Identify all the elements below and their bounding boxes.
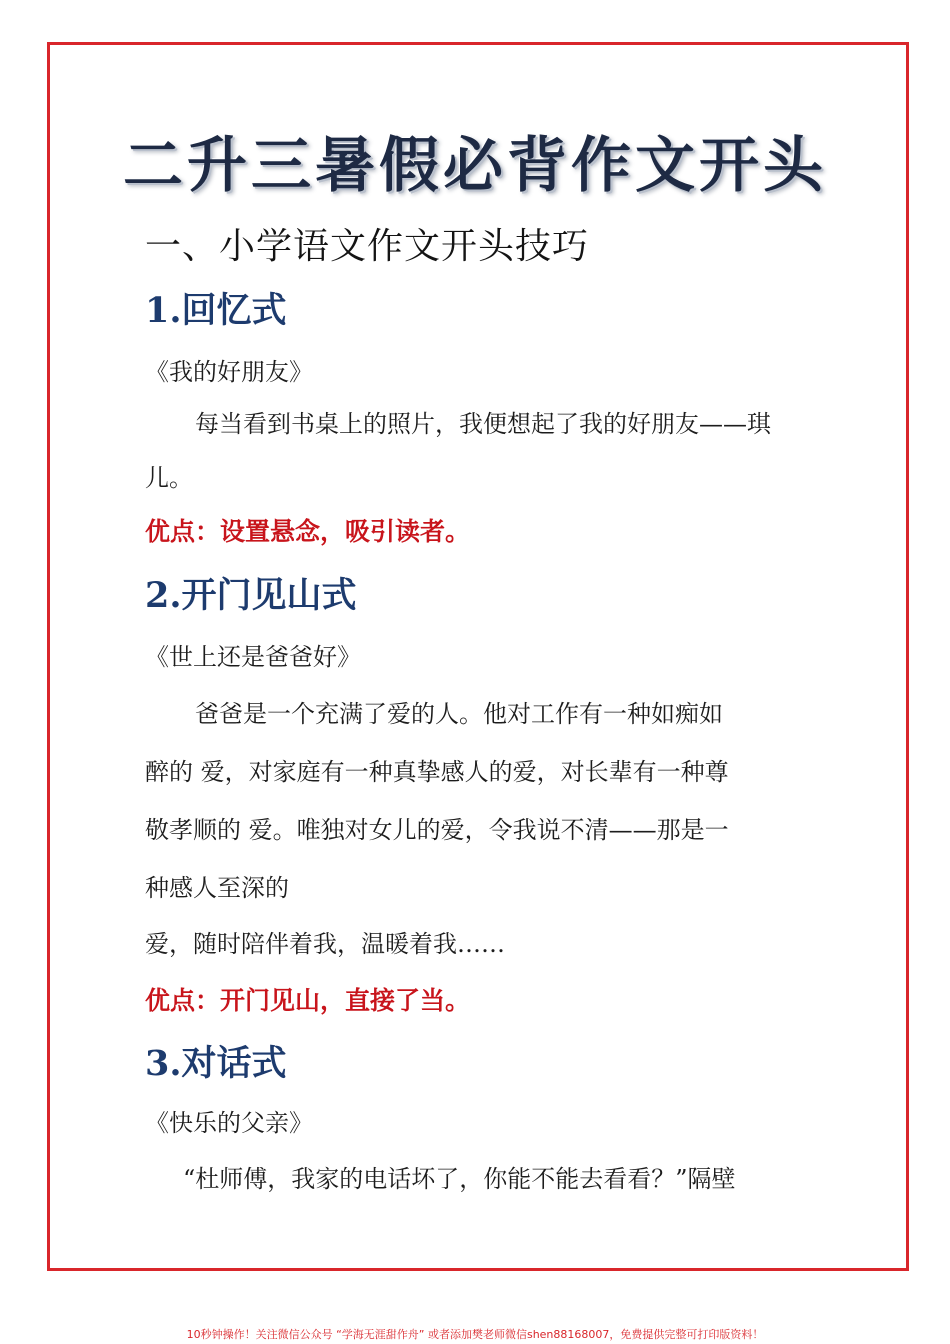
essay-title: 《世上还是爸爸好》 xyxy=(145,643,361,671)
paragraph-line: 爱，随时陪伴着我，温暖着我…… xyxy=(145,930,505,958)
merit-note: 优点：开门见山，直接了当。 xyxy=(145,986,471,1015)
sub-heading-recall: 1.回忆式 xyxy=(145,290,287,331)
paragraph-line: 每当看到书桌上的照片，我便想起了我的好朋友——琪 xyxy=(195,410,771,438)
paragraph-line: 儿。 xyxy=(145,464,193,492)
paragraph-line: 爸爸是一个充满了爱的人。他对工作有一种如痴如 xyxy=(195,700,723,728)
paragraph-line: 敬孝顺的 爱。唯独对女儿的爱，令我说不清——那是一 xyxy=(145,816,729,844)
sub-heading-dialogue: 3.对话式 xyxy=(145,1043,287,1084)
paragraph-line: “杜师傅，我家的电话坏了，你能不能去看看？”隔壁 xyxy=(183,1165,736,1193)
paragraph-line: 醉的 爱，对家庭有一种真挚感人的爱，对长辈有一种尊 xyxy=(145,758,729,786)
section-heading: 一、小学语文作文开头技巧 xyxy=(145,226,590,267)
merit-note: 优点：设置悬念，吸引读者。 xyxy=(145,517,471,546)
paragraph-line: 种感人至深的 xyxy=(145,874,289,902)
sub-heading-direct: 2.开门见山式 xyxy=(145,575,357,616)
essay-title: 《我的好朋友》 xyxy=(145,358,313,386)
footer-note: 10秒钟操作！关注微信公众号 “学海无涯甜作舟” 或者添加樊老师微信shen88168007，免费提供完整可打印版资料！ xyxy=(186,1328,764,1341)
page-title: 二升三暑假必背作文开头 xyxy=(123,131,827,201)
essay-title: 《快乐的父亲》 xyxy=(145,1109,313,1137)
